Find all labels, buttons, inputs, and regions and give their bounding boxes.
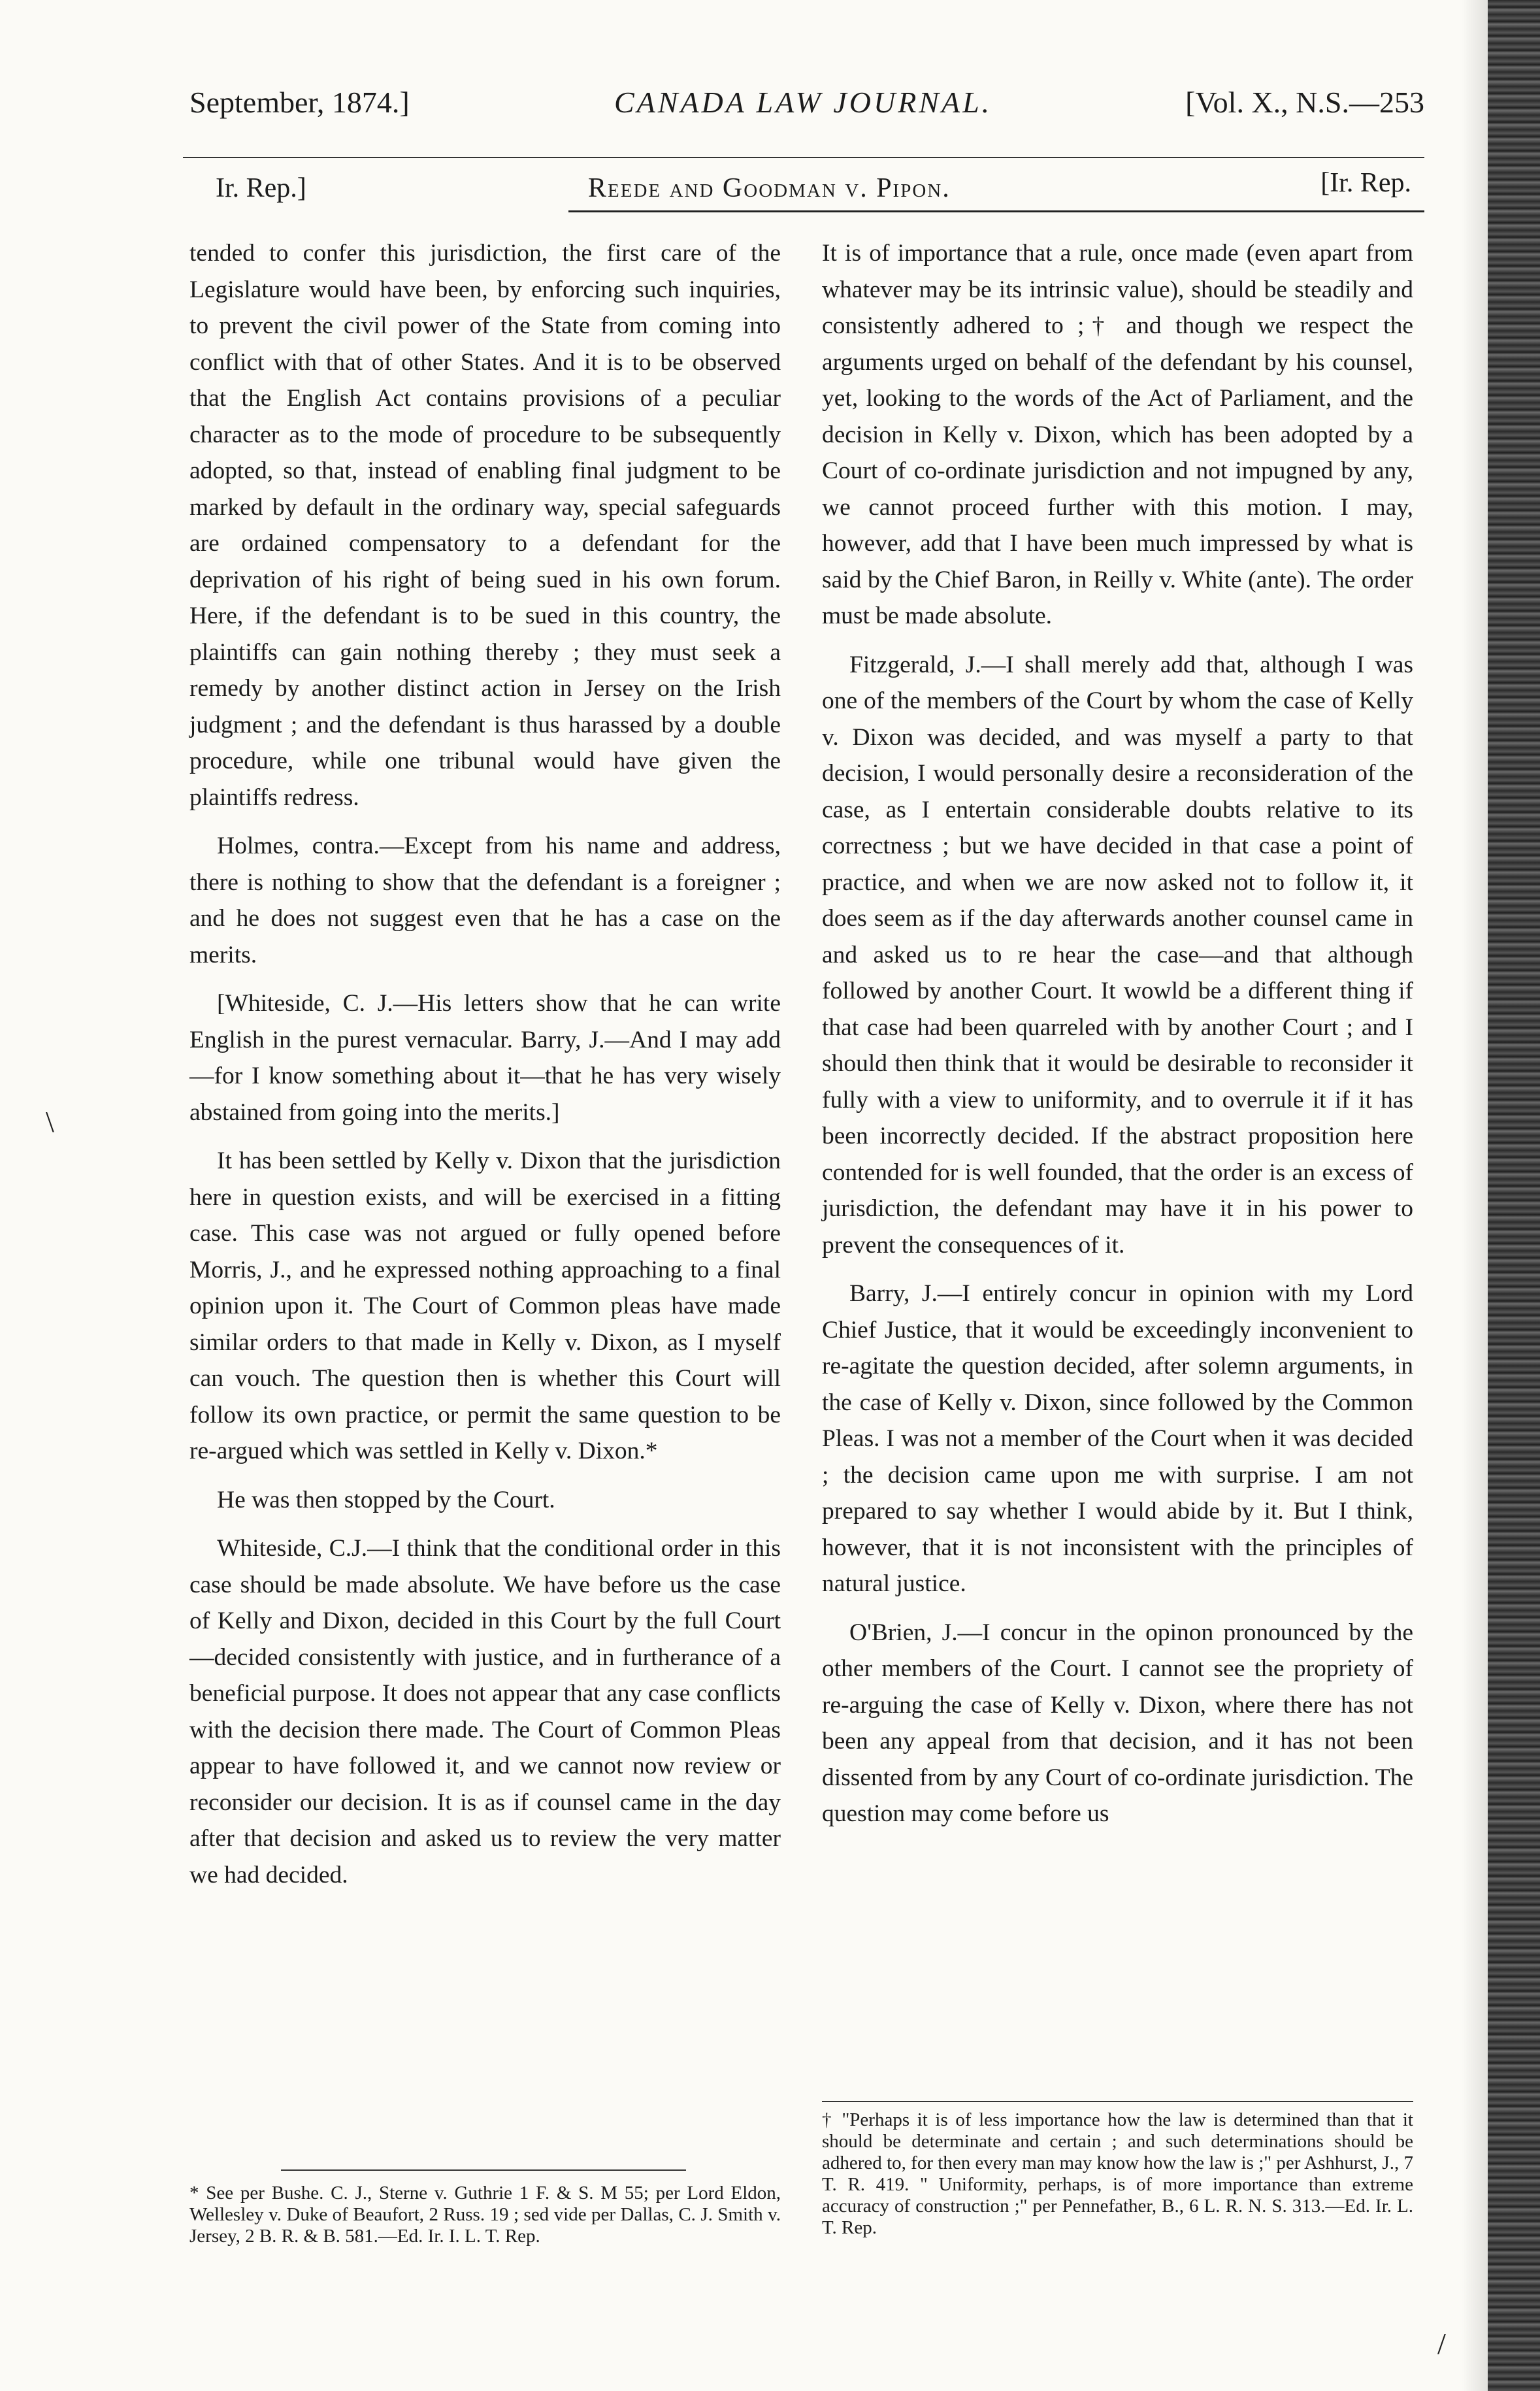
- journal-title: CANADA LAW JOURNAL.: [614, 86, 992, 119]
- paragraph: Fitzgerald, J.—I shall merely add that, although I was one of the members of the Court by whom the case of Kelly v. Dixon was decided, and was myself a party to that decision, I would personally desire a reconsideration of the case, as I entertain considerable doubts relative to its correctness ; but we have decided in that case a point of practice, and when we are now asked not to follow it, it does seem as if the day afterwards another counsel came in and asked us to re hear the case—and that although followed by another Court. It wowld be a different thing if that case had been quarreled with by another Court ; and I should then think that it would be desirable to reconsider it fully with a view to uniformity, and to overrule it if it has been incorrectly decided. If the abstract proposition here contended for is well founded, that the order is an excess of jurisdiction, the defendant may have it in his power to prevent the consequences of it.: [822, 651, 1413, 1259]
- binding-spine: [1488, 0, 1540, 2391]
- volume-page: [Vol. X., N.S.—253: [1185, 86, 1424, 119]
- case-header: [183, 157, 1424, 217]
- footnote-right: † "Perhaps it is of less importance how the law is determined than that it should be determinate and certain ; and such determinations should be adhered to, for then every man may know how the law is ;" per Ashhurst, J., 7 T. R. 419. " Uniformity, perhaps, is of more importance than extreme accuracy of construction ;" per Pennefather, B., 6 L. R. N. S. 313.—Ed. Ir. L. T. Rep.: [822, 2109, 1413, 2238]
- left-column: [189, 235, 781, 1905]
- margin-mark: \: [46, 1105, 54, 1138]
- corner-mark: /: [1437, 2327, 1446, 2360]
- issue-date: September, 1874.]: [189, 86, 410, 119]
- paragraph: It is of importance that a rule, once made (even apart from whatever may be its intrinsic value), should be steadily and consistently adhered to ;† and though we respect the arguments urged on behalf of the defendant by his counsel, yet, looking to the words of the Act of Parliament, and the decision in Kelly v. Dixon, which has been adopted by a Court of co-ordinate jurisdiction and not impugned by any, we cannot proceed further with this motion. I may, however, add that I have been much impressed by what is said by the Chief Baron, in Reilly v. White (ante). The order must be made absolute.: [822, 240, 1413, 629]
- footnote-rule: [822, 2101, 1413, 2102]
- header-rule: [568, 210, 1424, 212]
- running-header: [183, 78, 1424, 131]
- right-column: [822, 235, 1413, 1845]
- paragraph: Holmes, contra.—Except from his name and address, there is nothing to show that the defendant is a foreigner ; and he does not suggest even that he has a case on the merits.: [189, 833, 781, 968]
- footnote-left: * See per Bushe. C. J., Sterne v. Guthrie 1 F. & S. M 55; per Lord Eldon, Wellesley v. Duke of Beaufort, 2 Russ. 19 ; sed vide per Dallas, C. J. Smith v. Jersey, 2 B. R. & B. 581.—Ed. Ir. I. L. T. Rep.: [189, 2183, 781, 2247]
- paragraph: [Whiteside, C. J.—His letters show that he can write English in the purest vernacular. Barry, J.—And I may add—for I know something about it—that he has very wisely abstained from going into the merits.]: [189, 990, 781, 1126]
- paragraph: Barry, J.—I entirely concur in opinion with my Lord Chief Justice, that it would be exceedingly inconvenient to re-agitate the question decided, after solemn arguments, in the case of Kelly v. Dixon, since followed by the Common Pleas. I was not a member of the Court when it was decided ; the decision came upon me with surprise. I am not prepared to say whether I would abide by it. But I think, however, that it is not inconsistent with the principles of natural justice.: [822, 1280, 1413, 1597]
- footnote-rule: [281, 2169, 686, 2171]
- report-right: [Ir. Rep.: [1320, 168, 1411, 198]
- paragraph: It has been settled by Kelly v. Dixon that the jurisdiction here in question exists, and will be exercised in a fitting case. This case was not argued or fully opened before Morris, J., and he expressed nothing approaching to a final opinion upon it. The Court of Common pleas have made similar orders to that made in Kelly v. Dixon, as I myself can vouch. The question then is whether this Court will follow its own practice, or permit the same question to be re-argued which was settled in Kelly v. Dixon.*: [189, 1147, 781, 1464]
- paragraph: He was then stopped by the Court.: [217, 1486, 555, 1513]
- case-title: Reede and Goodman v. Pipon.: [588, 173, 951, 203]
- page-edge-shadow: [1462, 0, 1488, 2391]
- paragraph: Whiteside, C.J.—I think that the conditional order in this case should be made absolute. We have before us the case of Kelly and Dixon, decided in this Court by the full Court —decided consistently with justice, and in furtherance of a beneficial purpose. It does not appear that any case conflicts with the decision there made. The Court of Common Pleas appear to have followed it, and we cannot now review or reconsider our decision. It is as if counsel came in the day after that decision and asked us to review the very matter we had decided.: [189, 1535, 781, 1888]
- paragraph: O'Brien, J.—I concur in the opinon pronounced by the other members of the Court. I cannot see the propriety of re-arguing the case of Kelly v. Dixon, where there has not been any appeal from that decision, and it has not been dissented from by any Court of co-ordinate jurisdiction. The question may come before us: [822, 1619, 1413, 1827]
- paragraph: tended to confer this jurisdiction, the first care of the Legislature would have been, by enforcing such inquiries, to prevent the civil power of the State from coming into conflict with that of other States. And it is to be observed that the English Act contains provisions of a peculiar character as to the mode of procedure to be subsequently adopted, so that, instead of enabling final judgment to be marked by default in the ordinary way, special safeguards are ordained compensatory to a defendant for the deprivation of his right of being sued in his own forum. Here, if the defendant is to be sued in this country, the plaintiffs can gain nothing thereby ; they must seek a remedy by another distinct action in Jersey on the Irish judgment ; and the defendant is thus harassed by a double procedure, while one tribunal would have given the plaintiffs redress.: [189, 240, 781, 811]
- report-left: Ir. Rep.]: [216, 173, 306, 203]
